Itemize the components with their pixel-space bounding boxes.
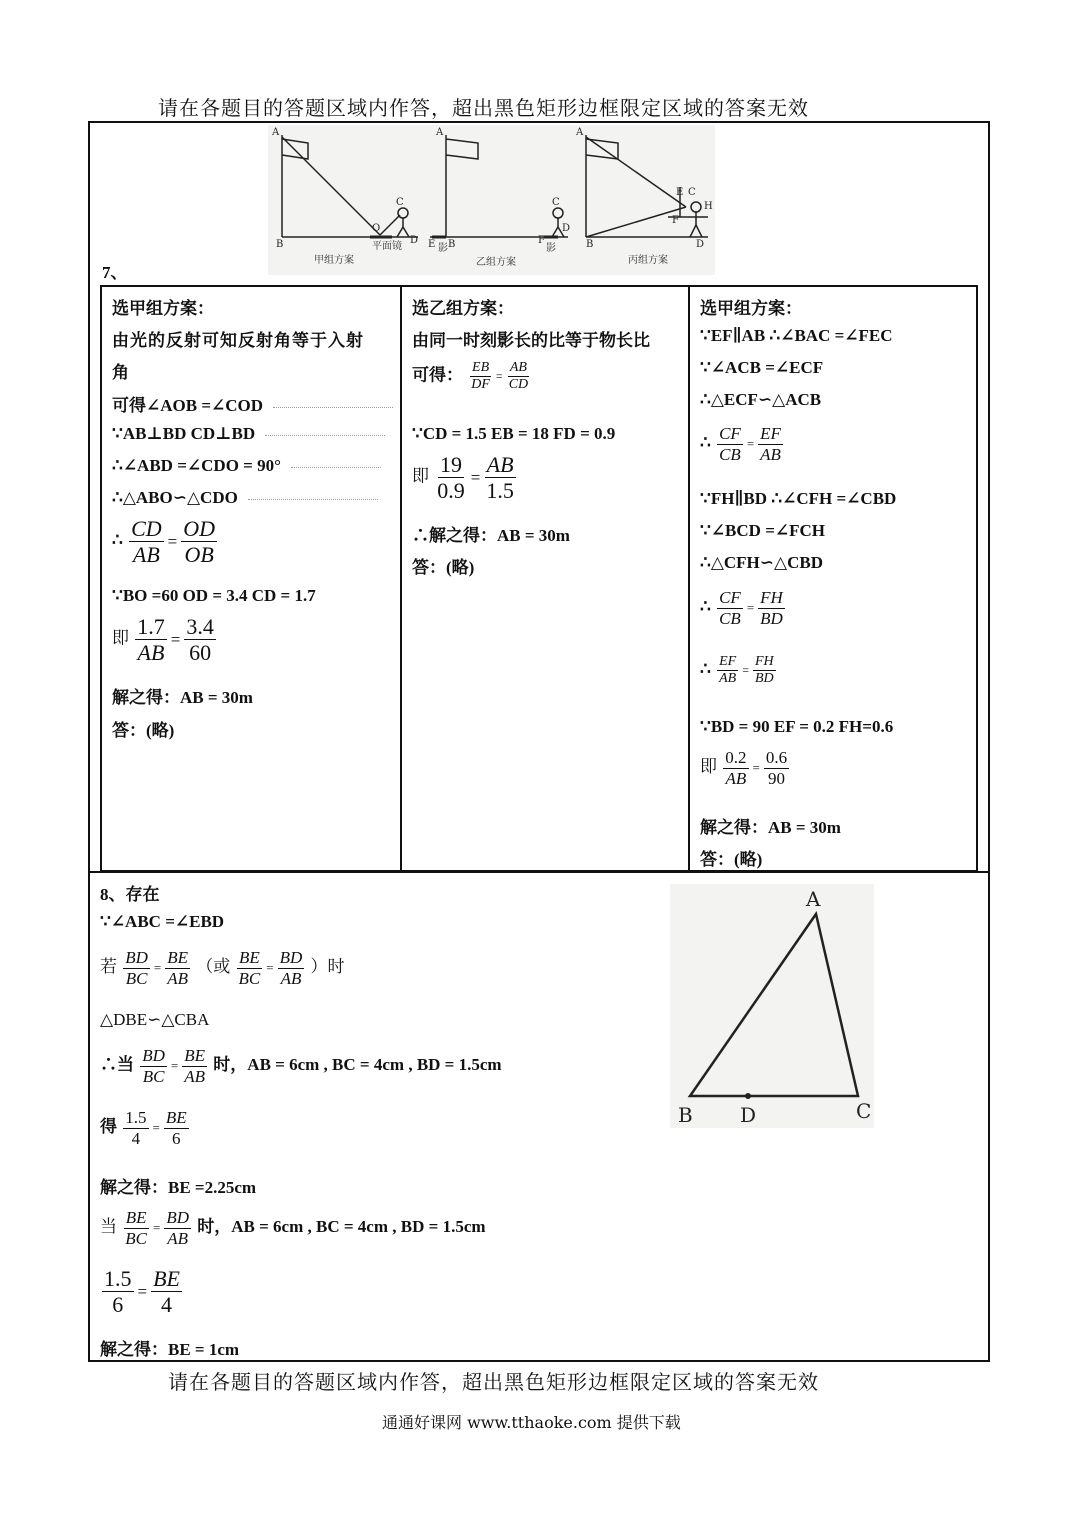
svg-text:B: B: [586, 239, 594, 250]
svg-text:H: H: [704, 201, 713, 212]
frac-be-6: $\frac{BE}{6}$: [165, 1108, 187, 1148]
footer-site: 通通好课网 www.tthaoke.com 提供下载: [382, 1413, 681, 1432]
frac-ef-ab-2: $\frac{EF}{AB}$: [719, 654, 737, 687]
svg-text:A: A: [436, 127, 444, 138]
col2-l4: 即 $\frac{19}{0.9}$ = $\frac{AB}{1.5}$: [412, 452, 514, 504]
col1-l8: ∵BO =60 OD = 3.4 CD = 1.7: [112, 586, 316, 605]
svg-text:B: B: [276, 239, 284, 250]
svg-text:C: C: [688, 187, 696, 198]
frac-06-90: $\frac{0.6}{90}$: [765, 748, 788, 788]
col3-l5: ∵FH∥BD ∴∠CFH =∠CBD: [700, 489, 897, 508]
svg-text:B: B: [448, 239, 456, 250]
svg-text:F: F: [538, 235, 545, 246]
frac-fh-bd: $\frac{FH}{BD}$: [760, 588, 783, 628]
q8-l5: ∴当 $\frac{BD}{BC}$ = $\frac{BE}{AB}$ 时，AB = 6cm , BC = 4cm , BD = 1.5cm: [100, 1046, 502, 1086]
frac-cf-cb-2: $\frac{CF}{CB}$: [719, 588, 741, 628]
q7-figure: [268, 125, 715, 275]
col1-l7: ∴ $\frac{CD}{AB}$ = $\frac{OD}{OB}$: [112, 516, 216, 568]
svg-text:A: A: [272, 127, 280, 138]
frac-34-60: $\frac{3.4}{60}$: [186, 614, 214, 666]
q8-l7: 解之得：BE =2.25cm: [100, 1178, 257, 1197]
label-bing: 丙组方案: [628, 255, 668, 266]
frac-fh-bd-2: $\frac{FH}{BD}$: [754, 654, 774, 687]
svg-text:D: D: [562, 223, 571, 234]
q8-l8b: $\frac{1.5}{6}$ = $\frac{BE}{4}$: [104, 1266, 180, 1318]
frac-bd-ab-2: $\frac{BD}{AB}$: [166, 1208, 189, 1248]
frac-be-bc: $\frac{BE}{BC}$: [238, 948, 261, 988]
q8-l6: 得 $\frac{1.5}{4}$ = $\frac{BE}{6}$: [100, 1108, 187, 1148]
svg-text:E: E: [428, 239, 436, 250]
label-jia: 甲组方案: [314, 255, 354, 266]
col1-title: 选甲组方案：: [112, 299, 214, 318]
col-divider-2: [688, 285, 690, 872]
label-yi: 乙组方案: [476, 257, 516, 268]
frac-be-bc-2: $\frac{BE}{BC}$: [125, 1208, 147, 1248]
col1-l2: 角: [112, 363, 129, 382]
q8-triangle-figure: [670, 884, 874, 1128]
col-divider-1: [400, 285, 402, 872]
svg-text:O: O: [372, 223, 381, 234]
col3-l4: ∴ $\frac{CF}{CB}$ = $\frac{EF}{AB}$: [700, 424, 781, 464]
frac-ab-15: $\frac{AB}{1.5}$: [486, 452, 514, 504]
tri-label-d: D: [740, 1103, 757, 1127]
header-note: 请在各题目的答题区域内作答，超出黑色矩形边框限定区域的答案无效: [158, 96, 809, 120]
col2-l6: 答：(略): [412, 558, 475, 577]
label-shadow-e: 影: [438, 243, 448, 254]
col3-l3: ∴△ECF∽△ACB: [700, 390, 822, 409]
col2-l5: ∴解之得：AB = 30m: [412, 526, 570, 545]
col2-title: 选乙组方案：: [412, 299, 514, 318]
q8-l4: △DBE∽△CBA: [100, 1010, 210, 1029]
label-mirror: 平面镜: [372, 241, 402, 252]
col1-l6: ∴△ABO∽△CDO: [112, 488, 378, 508]
q8-l3: 若 $\frac{BD}{BC}$ = $\frac{BE}{AB}$ （或 $\frac{BE}{BC}$ = $\frac{BD}{AB}$ ）时: [100, 948, 345, 988]
frac-bd-bc-2: $\frac{BD}{BC}$: [142, 1046, 165, 1086]
col2-l1: 由同一时刻影长的比等于物长比: [412, 331, 650, 350]
frac-od-ob: $\frac{OD}{OB}$: [183, 516, 216, 568]
tri-label-c: C: [856, 1099, 872, 1123]
frac-cd-ab: $\frac{CD}{AB}$: [131, 516, 162, 568]
frac-bd-bc: $\frac{BD}{BC}$: [125, 948, 148, 988]
tri-label-b: B: [678, 1103, 693, 1127]
q8-l8: 当 $\frac{BE}{BC}$ = $\frac{BD}{AB}$ 时，AB = 6cm , BC = 4cm , BD = 1.5cm: [100, 1208, 486, 1248]
svg-text:C: C: [552, 197, 560, 208]
col3-l8: ∴ $\frac{CF}{CB}$ = $\frac{FH}{BD}$: [700, 588, 783, 628]
q7-number: 7、: [102, 263, 128, 282]
svg-text:D: D: [696, 239, 705, 250]
col3-l1: ∵EF∥AB ∴∠BAC =∠FEC: [700, 326, 893, 345]
frac-02-ab: $\frac{0.2}{AB}$: [725, 748, 747, 788]
q7-table: [100, 285, 978, 872]
q8-l9: 解之得：BE = 1cm: [100, 1340, 240, 1359]
col3-l9: ∴ $\frac{EF}{AB}$ = $\frac{FH}{BD}$: [700, 654, 774, 687]
frac-bd-ab: $\frac{BD}{AB}$: [279, 948, 303, 988]
svg-text:A: A: [576, 127, 584, 138]
col1-l1: 由光的反射可知反射角等于入射: [112, 331, 364, 350]
col1-l11: 答：(略): [112, 721, 175, 740]
col3-title: 选甲组方案：: [700, 299, 802, 318]
svg-text:C: C: [396, 197, 404, 208]
col1-l4: ∵AB⊥BD CD⊥BD: [112, 424, 385, 444]
svg-text:D: D: [410, 235, 419, 246]
col1-l3: 可得∠AOB =∠COD: [112, 391, 393, 416]
col2-l2: 可得： $\frac{EB}{DF}$ = $\frac{AB}{CD}$: [412, 360, 529, 393]
col3-l13: 答：(略): [700, 850, 763, 869]
frac-be-ab: $\frac{BE}{AB}$: [167, 948, 189, 988]
col3-l7: ∴△CFH∽△CBD: [700, 553, 823, 572]
svg-text:F: F: [672, 215, 679, 226]
footer-note: 请在各题目的答题区域内作答，超出黑色矩形边框限定区域的答案无效: [168, 1370, 819, 1394]
frac-be-ab-2: $\frac{BE}{AB}$: [184, 1046, 206, 1086]
col3-l6: ∵∠BCD =∠FCH: [700, 521, 826, 540]
col3-l11: 即 $\frac{0.2}{AB}$ = $\frac{0.6}{90}$: [700, 748, 788, 788]
frac-ab-cd: $\frac{AB}{CD}$: [508, 360, 529, 393]
frac-be-4: $\frac{BE}{4}$: [153, 1266, 180, 1318]
q8-l2: ∵∠ABC =∠EBD: [100, 912, 225, 931]
col2-l3: ∵CD = 1.5 EB = 18 FD = 0.9: [412, 424, 616, 443]
col3-l2: ∵∠ACB =∠ECF: [700, 358, 824, 377]
q8-l1: 8、存在: [100, 885, 160, 904]
col1-l5: ∴∠ABD =∠CDO = 90°: [112, 456, 381, 476]
frac-cf-cb: $\frac{CF}{CB}$: [719, 424, 741, 464]
col1-l9: 即 $\frac{1.7}{AB}$ = $\frac{3.4}{60}$: [112, 614, 214, 666]
tri-label-a: A: [806, 887, 821, 911]
frac-17-ab: $\frac{1.7}{AB}$: [137, 614, 165, 666]
frac-19-09: $\frac{19}{0.9}$: [437, 452, 465, 504]
frac-eb-df: $\frac{EB}{DF}$: [471, 360, 490, 393]
col3-l12: 解之得：AB = 30m: [700, 818, 841, 837]
frac-15-4: $\frac{1.5}{4}$: [125, 1108, 147, 1148]
svg-text:E: E: [676, 187, 684, 198]
frac-ef-ab: $\frac{EF}{AB}$: [760, 424, 781, 464]
col1-l10: 解之得：AB = 30m: [112, 688, 253, 707]
col3-l10: ∵BD = 90 EF = 0.2 FH=0.6: [700, 717, 894, 736]
frac-15-6: $\frac{1.5}{6}$: [104, 1266, 132, 1318]
label-shadow-f: 影: [546, 243, 556, 254]
